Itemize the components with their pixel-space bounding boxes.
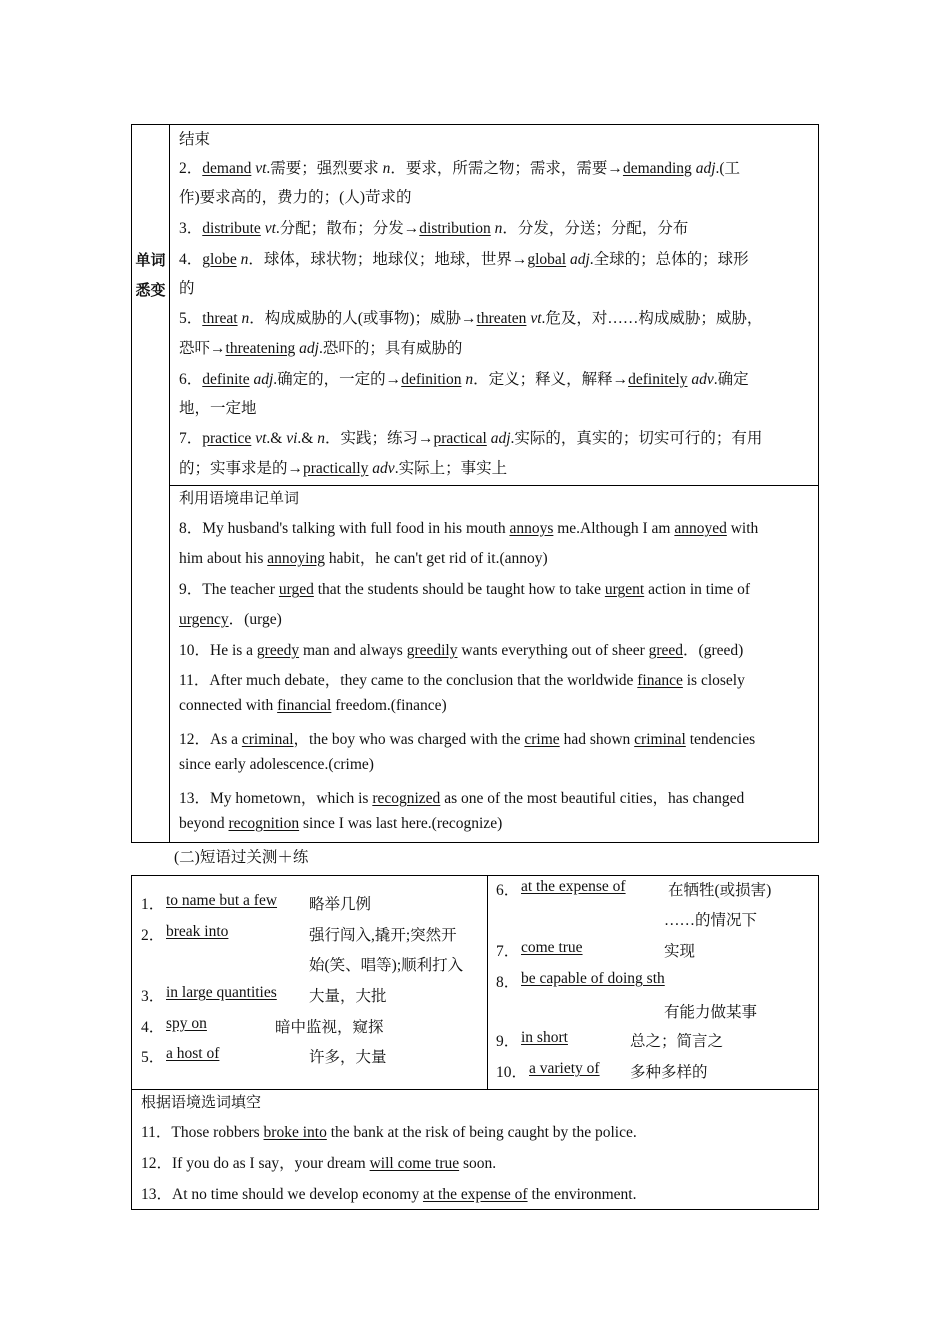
text-run: .确定的，一定的→ bbox=[273, 371, 402, 388]
text-run: soon. bbox=[459, 1155, 497, 1172]
text-run: beyond bbox=[179, 815, 229, 832]
vocab-line bbox=[179, 156, 740, 178]
vocab-line bbox=[179, 185, 412, 207]
text-run: freedom.(finance) bbox=[331, 697, 447, 714]
part-of-speech: vt bbox=[530, 310, 542, 327]
answer-word: threaten bbox=[476, 310, 527, 327]
text-run: .全球的；总体的；球形 bbox=[589, 251, 749, 268]
text-run: the bank at the risk of being caught by the police. bbox=[326, 1124, 637, 1141]
phrase: at the expense of bbox=[521, 878, 626, 895]
phrase: to name but a few bbox=[166, 892, 278, 909]
text-run: .实际的，真实的；切实可行的；有用 bbox=[510, 430, 763, 447]
phrase-num: 10． bbox=[496, 1064, 528, 1081]
phrase: in large quantities bbox=[166, 984, 277, 1001]
text-run: ．球体，球状物；地球仪；地球，世界→ bbox=[248, 251, 528, 268]
subheading: (二)短语过关测＋练 bbox=[174, 849, 309, 866]
fill-sentence bbox=[141, 1120, 637, 1142]
text-run: 13．At no time should we develop economy bbox=[141, 1186, 423, 1203]
part-of-speech: adj bbox=[253, 371, 274, 388]
answer-word: crime bbox=[524, 731, 560, 748]
phrase-meaning: 在牺牲(或损害) bbox=[668, 882, 772, 899]
text-run: 地，一定地 bbox=[179, 400, 257, 417]
part-of-speech: vt bbox=[255, 160, 267, 177]
side-label: 单词悉变 bbox=[135, 251, 166, 299]
phrase-meaning: 多种多样的 bbox=[630, 1064, 708, 1081]
part-of-speech: n bbox=[241, 310, 250, 327]
text-run: 6． bbox=[179, 371, 203, 388]
text-run: 7． bbox=[179, 430, 203, 447]
phrase-num: 2． bbox=[141, 927, 165, 944]
answer-word: definitely bbox=[628, 371, 688, 388]
text-run: .确定 bbox=[713, 371, 749, 388]
sentence-line bbox=[179, 786, 744, 808]
text-run: me.Although I am bbox=[553, 520, 675, 537]
vocab-line bbox=[179, 276, 195, 298]
text-run: is closely bbox=[682, 672, 745, 689]
phrase-meaning: 实现 bbox=[664, 943, 696, 960]
text-run: ．实践；练习→ bbox=[324, 430, 434, 447]
answer-word: at the expense of bbox=[422, 1186, 528, 1203]
text-run: 11．Those robbers bbox=[141, 1124, 264, 1141]
answer-word: greedy bbox=[256, 642, 300, 659]
text-run: 3． bbox=[179, 220, 203, 237]
text-run: that the students should be taught how to take bbox=[313, 581, 605, 598]
phrase-num: 1． bbox=[141, 896, 165, 913]
text-run: ．要求，所需之物；需求，需要→ bbox=[390, 160, 623, 177]
answer-word: practical bbox=[433, 430, 487, 447]
phrase: a host of bbox=[166, 1045, 220, 1062]
part-of-speech: vt bbox=[255, 430, 267, 447]
text-run: ，the boy who was charged with the bbox=[293, 731, 525, 748]
sentence-line bbox=[179, 546, 548, 568]
answer-word: urgent bbox=[604, 581, 645, 598]
text-run: the environment. bbox=[527, 1186, 637, 1203]
sentence-line bbox=[179, 697, 447, 715]
answer-word: threat bbox=[202, 310, 238, 327]
answer-word: definition bbox=[401, 371, 462, 388]
sentence-line bbox=[179, 668, 745, 690]
part-of-speech: adj bbox=[299, 340, 319, 357]
text-run: 12．As a bbox=[179, 731, 242, 748]
sentence-line bbox=[179, 516, 758, 538]
phrase-num: 5． bbox=[141, 1049, 165, 1066]
fill-sentence bbox=[141, 1151, 496, 1173]
answer-word: finance bbox=[637, 672, 683, 689]
text-run: ．构成威胁的人(或事物)；威胁→ bbox=[249, 310, 477, 327]
answer-word: financial bbox=[277, 697, 332, 714]
answer-word: definite bbox=[202, 371, 250, 388]
phrase-meaning: 有能力做某事 bbox=[664, 1004, 758, 1021]
answer-word: will come true bbox=[369, 1155, 460, 1172]
text-run: 11．After much debate，they came to the conclusion that the worldwide bbox=[179, 672, 638, 689]
text-run: ．(urge) bbox=[228, 611, 282, 628]
text-run: 12．If you do as I say，your dream bbox=[141, 1155, 370, 1172]
text-run: .(工 bbox=[715, 160, 741, 177]
text-run: connected with bbox=[179, 697, 278, 714]
phrase-num: 8． bbox=[496, 974, 520, 991]
answer-word: global bbox=[527, 251, 567, 268]
text-run: .实际上；事实上 bbox=[394, 460, 508, 477]
part-of-speech: adj bbox=[569, 251, 590, 268]
phrase-num: 6． bbox=[496, 882, 520, 899]
section-heading: 利用语境串记单词 bbox=[179, 489, 300, 507]
text-run: 的 bbox=[179, 280, 195, 297]
text-run: ．(greed) bbox=[683, 642, 744, 659]
fill-sentence bbox=[141, 1182, 636, 1204]
phrase: a variety of bbox=[529, 1060, 600, 1077]
vocab-line bbox=[179, 456, 507, 478]
answer-word: distribute bbox=[202, 220, 261, 237]
answer-word: demanding bbox=[622, 160, 692, 177]
text-run: 4． bbox=[179, 251, 203, 268]
text-run: 8．My husband's talking with full food in his mouth bbox=[179, 520, 510, 537]
answer-word: annoying bbox=[267, 550, 325, 567]
phrase-num: 7． bbox=[496, 943, 520, 960]
answer-word: criminal bbox=[634, 731, 686, 748]
phrase-num: 4． bbox=[141, 1019, 165, 1036]
text-run: 9．The teacher bbox=[179, 581, 279, 598]
text-run: since I was last here.(recognize) bbox=[299, 815, 503, 832]
text-run: tendencies bbox=[685, 731, 756, 748]
text-run: .分配；散布；分发→ bbox=[275, 220, 420, 237]
column-divider bbox=[487, 876, 488, 1089]
answer-word: recognition bbox=[228, 815, 300, 832]
phrase-meaning: 总之；简言之 bbox=[630, 1033, 724, 1050]
sentence-line bbox=[179, 727, 755, 749]
answer-word: threatening bbox=[225, 340, 296, 357]
text-run: .& bbox=[266, 430, 287, 447]
part-of-speech: n bbox=[317, 430, 325, 447]
phrase-meaning: 暗中监视，窥探 bbox=[275, 1019, 384, 1036]
answer-word: distribution bbox=[419, 220, 491, 237]
answer-word: practice bbox=[202, 430, 252, 447]
answer-word: recognized bbox=[372, 790, 441, 807]
text-run: .& bbox=[297, 430, 318, 447]
phrase-num: 9． bbox=[496, 1033, 520, 1050]
text-run: 2． bbox=[179, 160, 203, 177]
part-of-speech: n bbox=[494, 220, 503, 237]
phrase-meaning: 略举几例 bbox=[309, 896, 372, 913]
part-of-speech: vt bbox=[264, 220, 276, 237]
text-run: man and always bbox=[299, 642, 407, 659]
text-run: ．分发，分送；分配，分布 bbox=[502, 220, 689, 237]
answer-word: urged bbox=[278, 581, 314, 598]
text-run: as one of the most beautiful cities，has changed bbox=[440, 790, 745, 807]
answer-word: greedily bbox=[406, 642, 458, 659]
text-run: 5． bbox=[179, 310, 203, 327]
text-run: wants everything out of sheer bbox=[457, 642, 649, 659]
sentence-line bbox=[179, 756, 374, 774]
vocab-line bbox=[179, 367, 749, 389]
vocab-line bbox=[179, 426, 762, 448]
text-run: had shown bbox=[559, 731, 635, 748]
text-run: with bbox=[726, 520, 759, 537]
answer-word: practically bbox=[303, 460, 369, 477]
phrase: break into bbox=[166, 923, 229, 940]
text-run: 的；实事求是的→ bbox=[179, 460, 304, 477]
phrase: come true bbox=[521, 939, 583, 956]
section-heading: 根据语境选词填空 bbox=[141, 1093, 262, 1111]
text-run: 10．He is a bbox=[179, 642, 257, 659]
answer-word: greed bbox=[648, 642, 684, 659]
text-run: .恐吓的；具有威胁的 bbox=[318, 340, 463, 357]
text-run: him about his bbox=[179, 550, 268, 567]
phrase: be capable of doing sth bbox=[521, 970, 665, 987]
text-run: 13．My hometown，which is bbox=[179, 790, 373, 807]
vocab-line bbox=[179, 336, 462, 358]
row-divider bbox=[132, 1089, 818, 1090]
phrase-table bbox=[131, 875, 819, 1210]
answer-word: annoys bbox=[509, 520, 554, 537]
vocab-line bbox=[179, 127, 210, 149]
vocabulary-table bbox=[131, 124, 819, 843]
sentence-line bbox=[179, 638, 743, 660]
phrase-meaning-cont: ……的情况下 bbox=[664, 912, 758, 929]
phrase-meaning: 强行闯入,撬开;突然开 bbox=[309, 927, 457, 944]
sentence-line bbox=[179, 577, 750, 599]
part-of-speech: adj bbox=[695, 160, 716, 177]
answer-word: annoyed bbox=[674, 520, 727, 537]
part-of-speech: n bbox=[465, 371, 474, 388]
phrase: in short bbox=[521, 1029, 568, 1046]
text-run: habit，he can't get rid of it.(annoy) bbox=[324, 550, 548, 567]
text-run: 结束 bbox=[179, 131, 211, 148]
part-of-speech: adv bbox=[372, 460, 395, 477]
column-divider bbox=[169, 125, 170, 842]
vocab-line bbox=[179, 216, 688, 238]
part-of-speech: adv bbox=[691, 371, 714, 388]
text-run: 恐吓→ bbox=[179, 340, 226, 357]
sentence-line bbox=[179, 815, 502, 833]
part-of-speech: vi bbox=[286, 430, 298, 447]
vocab-line bbox=[179, 396, 257, 418]
vocab-line bbox=[179, 306, 762, 328]
text-run: 作)要求高的，费力的；(人)苛求的 bbox=[179, 189, 412, 206]
text-run: .需要；强烈要求 bbox=[266, 160, 383, 177]
answer-word: broke into bbox=[263, 1124, 327, 1141]
text-run: ．定义；释义，解释→ bbox=[473, 371, 629, 388]
part-of-speech: n bbox=[382, 160, 391, 177]
part-of-speech: n bbox=[240, 251, 249, 268]
answer-word: demand bbox=[202, 160, 252, 177]
row-divider bbox=[169, 485, 818, 486]
answer-word: urgency bbox=[179, 611, 229, 628]
phrase-meaning: 许多，大量 bbox=[309, 1049, 387, 1066]
part-of-speech: adj bbox=[490, 430, 511, 447]
answer-word: criminal bbox=[241, 731, 294, 748]
vocab-line bbox=[179, 247, 749, 269]
phrase-meaning: 大量，大批 bbox=[309, 988, 387, 1005]
text-run: action in time of bbox=[644, 581, 751, 598]
answer-word: globe bbox=[202, 251, 237, 268]
text-run: since early adolescence.(crime) bbox=[179, 756, 374, 773]
phrase-meaning-cont: 始(笑、唱等);顺利打入 bbox=[309, 957, 464, 974]
text-run: .危及，对……构成威胁；威胁， bbox=[541, 310, 763, 327]
phrase-num: 3． bbox=[141, 988, 165, 1005]
phrase: spy on bbox=[166, 1015, 207, 1032]
sentence-line bbox=[179, 607, 282, 629]
